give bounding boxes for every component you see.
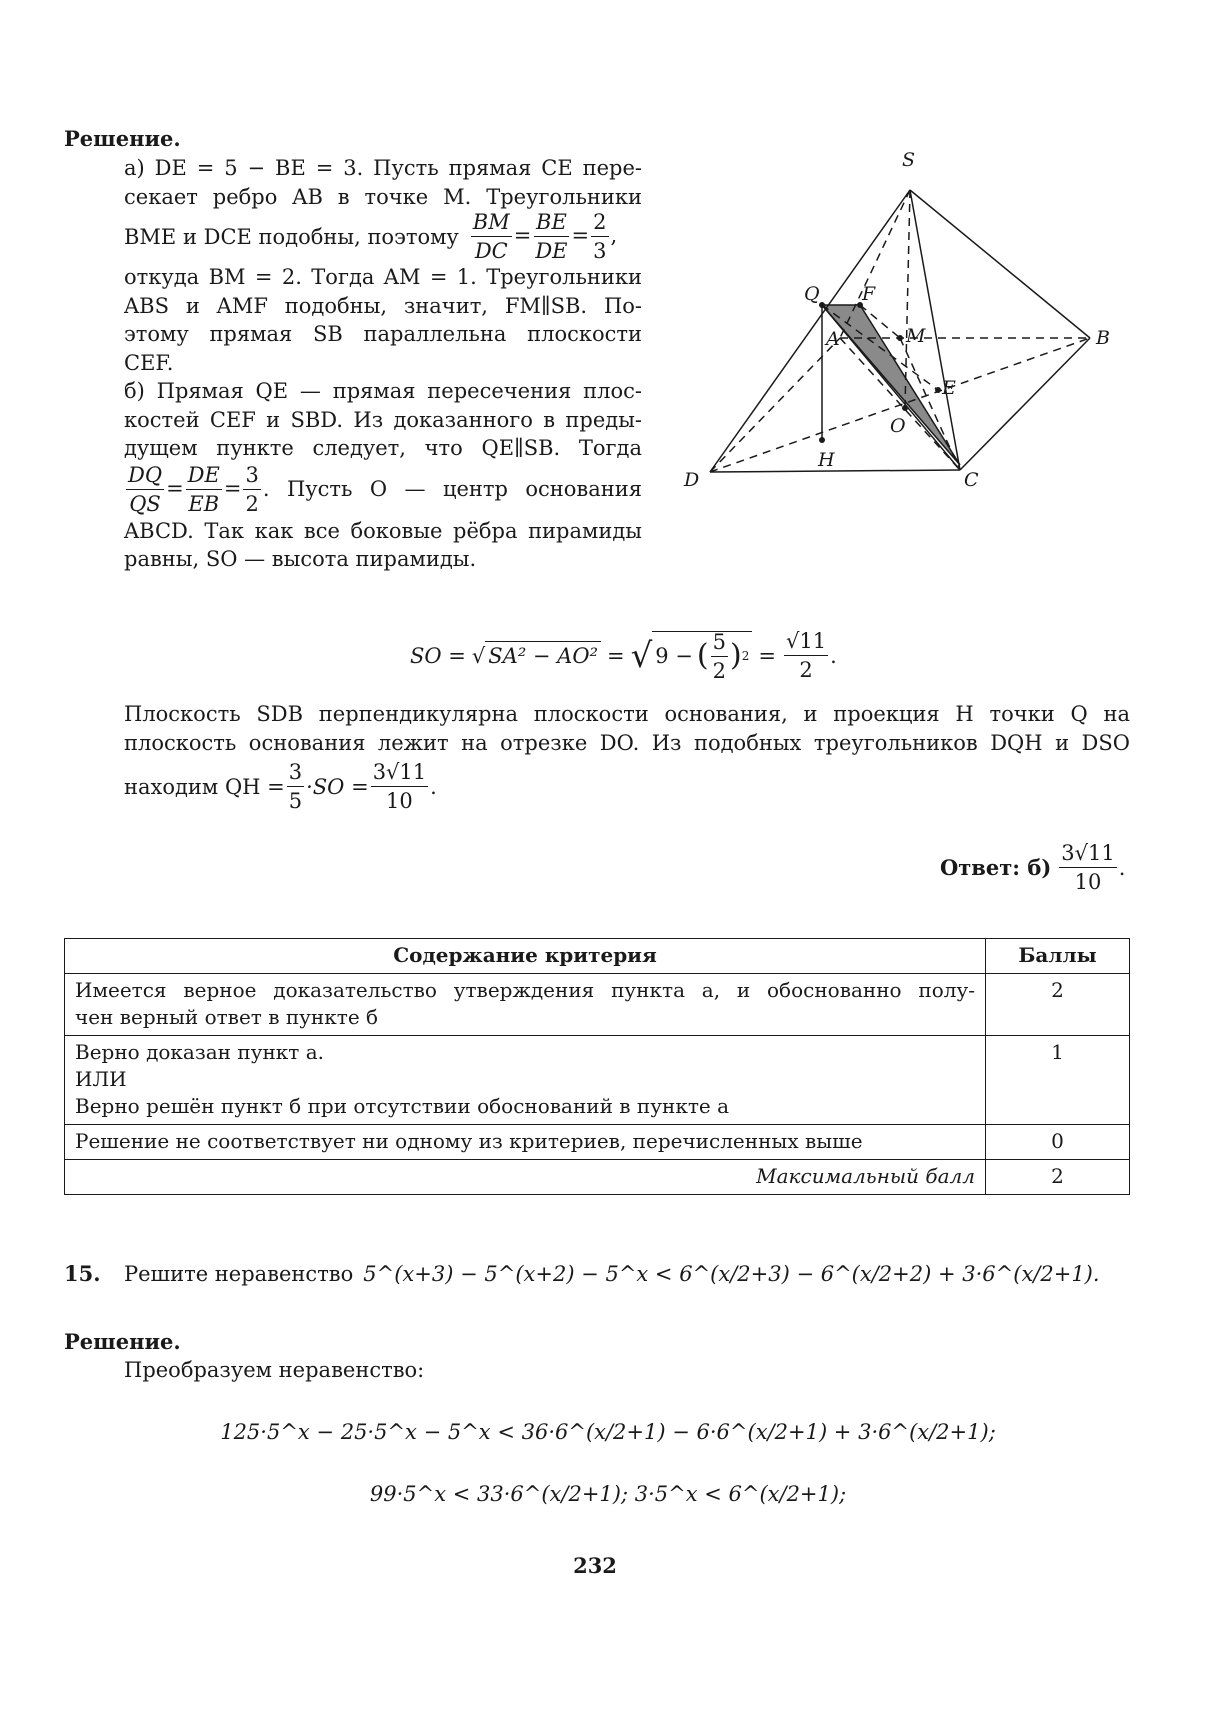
ratio-num: 3 [243,465,260,490]
ratio-num: DQ [126,465,164,490]
edge-sd [710,190,910,472]
ratio-bm-dc: $\frac{BM}{DC}$ = $\frac{BE}{DE}$ = $\frac{2}{3}$ , [472,210,618,263]
ratio-den: 3 [593,239,607,263]
criteria-line: Решение не соответствует ни одному из критериев, перечисленных выше [75,1129,863,1153]
part-a-line: а) DE = 5 − BE = 3. Пусть прямая CE пере- [124,156,642,180]
part-b-line: ABCD. Так как все боковые рёбра пирамиды [124,518,642,543]
part-b-line: костей CEF и SBD. Из доказанного в преды- [124,407,642,432]
edge-dc [710,470,960,472]
problem-text: Решите неравенство [124,1262,354,1286]
so-lhs: SO = [410,643,466,668]
so-radicand: SA² − AO² [485,641,601,671]
point-o [902,405,908,411]
criteria-line: Верно доказан пункт а. [75,1040,324,1064]
max-score: 2 [986,1160,1130,1195]
ratio-num: DE [186,465,222,490]
ratio-den: DE [535,239,568,263]
point-m [897,335,903,341]
solution2-heading: Решение. [64,1329,181,1354]
qh-frac-num: 3 [287,762,304,787]
answer-label: Ответ: б) [940,854,1052,880]
header-score: Баллы [986,939,1130,974]
part-a-ratio-line [124,211,642,263]
edge-cb [960,338,1090,470]
part-a-line: откуда BM = 2. Тогда AM = 1. Треугольники [124,265,642,289]
plane-line: Плоскость SDB перпендикулярна плоскости основания, и проекция H точки Q на [124,702,1130,726]
so-frac-den: 2 [712,658,726,683]
score-cell: 2 [986,974,1130,1036]
problem-15 [64,1260,1100,1289]
part-a-line: этому прямая SB параллельна плоскости [124,322,642,346]
so-frac-num: 5 [711,632,728,657]
part-b-ratio-line [124,463,642,517]
so-result-num: √11 [784,631,828,656]
table-row [65,1036,1130,1125]
equation-2: 99·5^x < 33·6^(x/2+1); 3·5^x < 6^(x/2+1); [369,1482,847,1506]
criteria-line: чен верный ответ в пункте б [75,1005,379,1029]
table-max-row [65,1160,1130,1195]
part-b-line: дущем пункте следует, что QE∥SB. Тогда [124,436,642,460]
criteria-line: Имеется верное доказательство утверждения пункта а, и обоснованно полу- [75,978,975,1002]
answer: Ответ: б) $\frac{3√11}{10}$ . [940,841,1126,894]
height-so [905,190,910,408]
point-h [819,437,825,443]
label-f: F [862,283,876,305]
part-a-line: CEF. [124,350,174,375]
label-q: Q [804,283,820,305]
label-e: E [942,377,956,399]
part-b-line: б) Прямая QE — прямая пересечения плос- [124,379,642,403]
ratio-num: BM [471,212,512,237]
part-a-text [124,154,642,574]
answer-den: 10 [1074,870,1102,894]
ratio-den: DC [474,239,508,263]
qh-line: находим QH = $\frac{3}{5}$ ·SO = $\frac{3√11}{10}$ . [124,760,437,813]
max-label: Максимальный балл [65,1160,986,1195]
plane-line: плоскость основания лежит на отрезке DO. Из подобных треугольников DQH и DSO [124,730,1130,755]
edge-sb [910,190,1090,338]
part-a-line: ABS и AMF подобны, значит, FM∥SB. По- [124,293,642,318]
answer-num: 3√11 [1059,843,1116,868]
table-header-row [65,939,1130,974]
criteria-table [64,938,1130,1195]
table-row [65,1125,1130,1160]
ratio-num: 2 [591,212,608,237]
pyramid-figure [670,150,1140,550]
problem-expr: 5^(x+3) − 5^(x+2) − 5^x < 6^(x/2+3) − 6^(x/2+2) + 3·6^(x/2+1). [363,1262,1100,1286]
so-radicand-2: 9 − ( $\frac{5}{2}$ ) 2 [652,631,752,682]
qh-result-den: 10 [386,789,413,813]
header-criteria: Содержание критерия [65,939,986,974]
qh-frac-den: 5 [288,789,303,813]
ratio-num: BE [534,212,569,237]
so-formula: SO = √ SA² − AO² = √ 9 − ( $\frac{5}{2}$ ) 2 = $\frac{√11}{2}$ . [410,629,837,683]
label-a: A [826,328,840,350]
score-cell: 0 [986,1125,1130,1160]
label-s: S [902,150,916,171]
qh-result-num: 3√11 [371,762,428,787]
criteria-line: ИЛИ [75,1067,127,1091]
label-b: B [1096,327,1110,349]
part-a-line: секает ребро AB в точке M. Треугольники [124,184,642,209]
equation-1: 125·5^x − 25·5^x − 5^x < 36·6^(x/2+1) − 6·6^(x/2+1) + 3·6^(x/2+1); [220,1420,996,1444]
ratio-den: EB [188,491,220,516]
label-h: H [818,449,835,471]
so-inner: 9 − [655,644,693,669]
so-result-den: 2 [799,658,813,682]
criteria-line: Верно решён пункт б при отсутствии обоснований в пункте а [75,1094,730,1118]
part-b-line: равны, SO — высота пирамиды. [124,547,477,571]
part-a-line: BME и DCE подобны, поэтому [124,224,459,249]
label-m: M [906,325,926,347]
label-c: C [964,469,979,491]
ratio-den: 2 [245,491,259,516]
part-b-line: . Пусть O — центр основания [262,477,642,502]
diag-ac [840,338,960,470]
ratio-den: QS [129,491,161,516]
page-number: 232 [573,1553,617,1578]
transform-text: Преобразуем неравенство: [124,1358,425,1382]
table-row [65,974,1130,1036]
solution-heading: Решение. [64,126,181,151]
point-q [819,302,825,308]
qh-mid: ·SO = [306,774,369,799]
score-cell: 1 [986,1036,1130,1125]
qh-prefix: находим QH = [124,774,285,799]
problem-number: 15. [64,1261,101,1286]
plane-paragraph [124,700,1130,817]
label-o: O [890,415,906,437]
point-e [935,387,941,393]
label-d: D [684,469,700,491]
ratio-dq-qs: $\frac{DQ}{QS}$ = $\frac{DE}{EB}$ = $\frac{3}{2}$ [128,462,259,516]
